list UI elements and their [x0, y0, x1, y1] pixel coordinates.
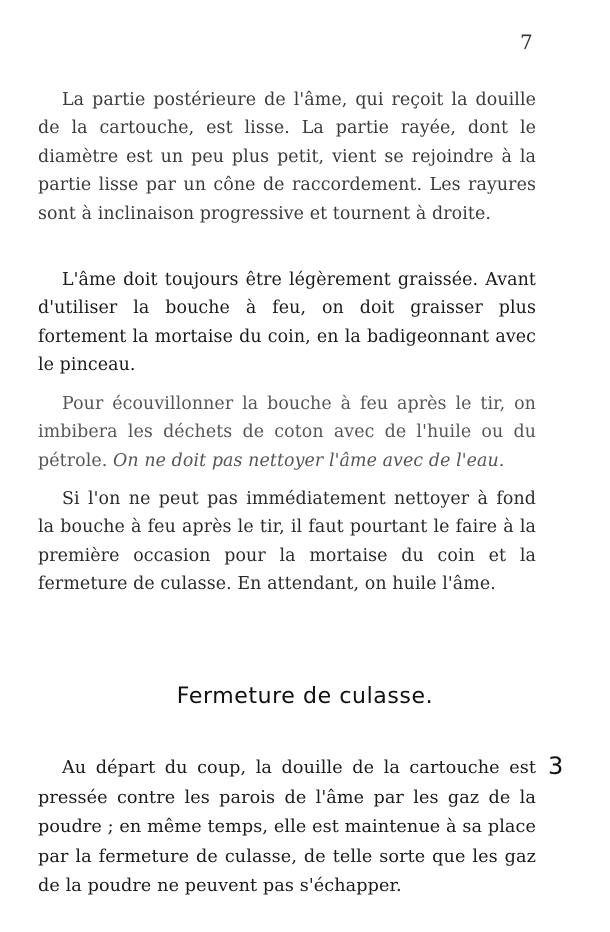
paragraph-cleaning: Si l'on ne peut pas immédiatement nettoyer à fond la bouche à feu après le tir, il faut pourtant le faire à la première occasion pour la mortaise du coin et la fermeture de culasse. En attendant, on huile l'âme.	[38, 489, 536, 595]
page-number: 7	[520, 30, 533, 54]
paragraph-swabbing-emphasis: On ne doit pas nettoyer l'âme avec de l'eau.	[113, 450, 505, 471]
margin-number: 3	[548, 752, 564, 780]
paragraph-swabbing	[38, 390, 536, 475]
paragraph-greasing: L'âme doit toujours être légèrement graissée. Avant d'utiliser la bouche à feu, on doit graisser plus fortement la mortaise du coin, en la badigeonnant avec le pinceau.	[38, 270, 536, 376]
paragraph-swabbing-text: Pour écouvillonner la bouche à feu après le tir, on imbibera les déchets de coton avec de l'huile ou du pétrole.	[38, 394, 536, 471]
section-title: Fermeture de culasse.	[176, 684, 434, 709]
paragraph-bore-description: La partie postérieure de l'âme, qui reçoit la douille de la cartouche, est lisse. La partie rayée, dont le diamètre est un peu plus petit, vient se rejoindre à la partie lisse par un cône de raccordement. Les rayures sont à inclinaison progressive et tournent à droite.	[38, 90, 536, 224]
paragraph-breech-closure: Au départ du coup, la douille de la cartouche est pressée contre les parois de l'âme par les gaz de la poudre ; en même temps, elle est maintenue à sa place par la fermeture de culasse, de telle sorte que les gaz de la poudre ne peuvent pas s'échapper.	[38, 758, 536, 896]
